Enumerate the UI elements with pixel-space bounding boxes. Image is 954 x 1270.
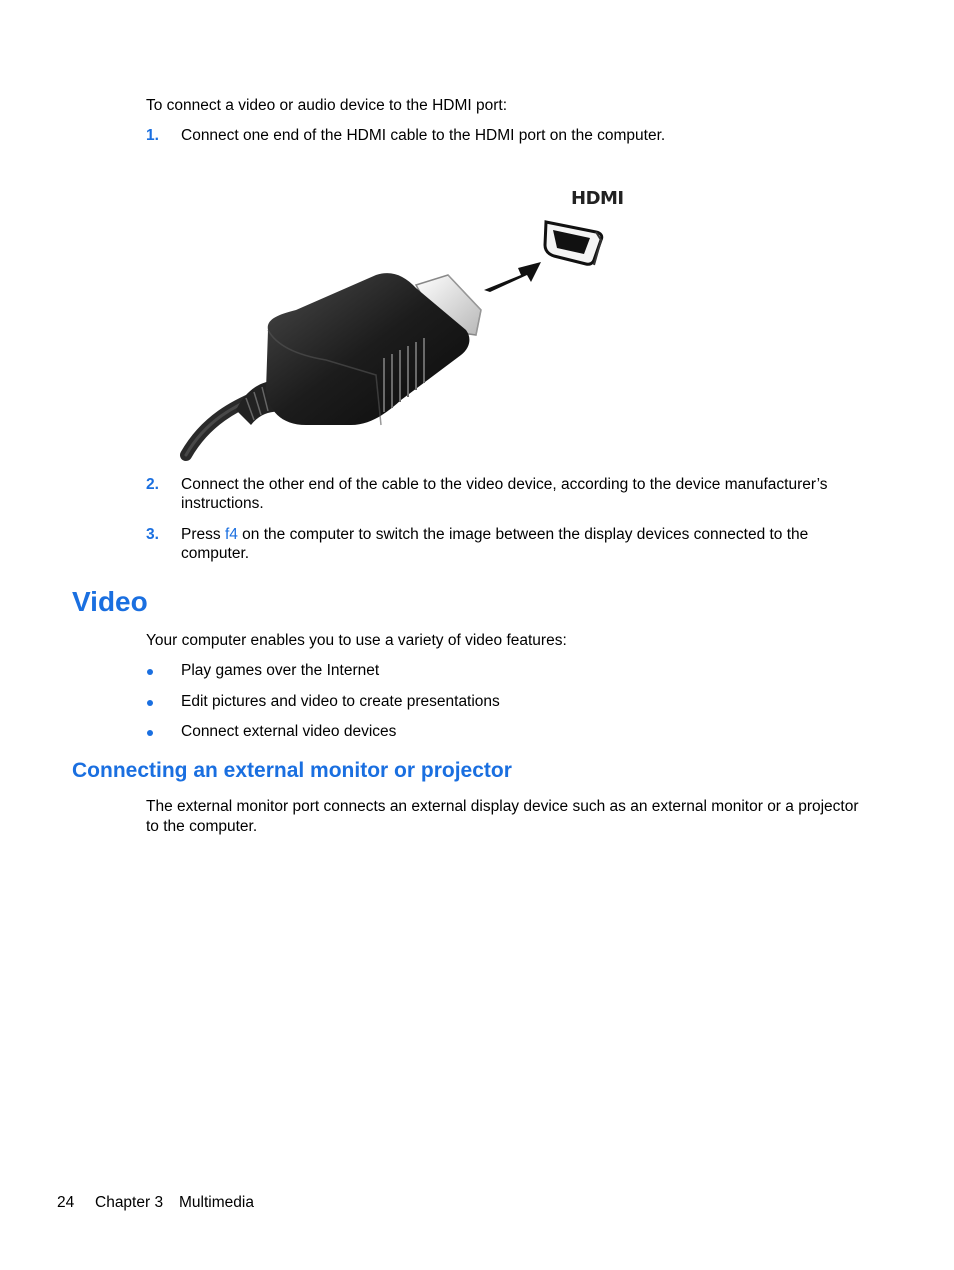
intro-text: To connect a video or audio device to the HDMI port: — [146, 97, 508, 114]
step-3-text-line2: computer. — [181, 545, 250, 562]
step-3-post: on the computer to switch the image between the display devices connected to the — [237, 526, 809, 543]
step-3-pre: Press — [181, 526, 225, 543]
footer-chapter-title: Multimedia — [179, 1194, 254, 1211]
hdmi-cable-illustration — [176, 180, 636, 465]
monitor-heading: Connecting an external monitor or projector — [72, 759, 512, 782]
step-3-number: 3. — [146, 526, 159, 543]
monitor-text-line2: to the computer. — [146, 818, 258, 835]
step-2-number: 2. — [146, 476, 159, 493]
bullet-dot — [147, 700, 153, 706]
bullet-dot — [147, 730, 153, 736]
insert-arrow-icon — [484, 262, 541, 292]
step-1-text: Connect one end of the HDMI cable to the HDMI port on the computer. — [181, 127, 666, 144]
step-2-text-line1: Connect the other end of the cable to the video device, according to the device manufacturer’s — [181, 476, 828, 493]
video-heading: Video — [72, 586, 148, 617]
step-3-text-line1 — [181, 525, 808, 545]
hdmi-port-icon — [545, 222, 602, 265]
video-intro: Your computer enables you to use a variety of video features: — [146, 632, 567, 649]
bullet-item-2: Edit pictures and video to create presentations — [181, 693, 500, 710]
bullet-dot — [147, 669, 153, 675]
step-2-text-line2: instructions. — [181, 495, 264, 512]
hdmi-figure — [176, 180, 636, 465]
bullet-item-3: Connect external video devices — [181, 723, 397, 740]
page-number: 24 — [57, 1194, 75, 1211]
footer-chapter: Chapter 3 — [95, 1194, 164, 1211]
hdmi-port-label: HDMI — [571, 188, 624, 209]
bullet-item-1: Play games over the Internet — [181, 662, 380, 679]
f4-key-label: f4 — [224, 526, 238, 543]
step-1-number: 1. — [146, 127, 159, 144]
monitor-text-line1: The external monitor port connects an external display device such as an external monitor or a projector — [146, 798, 859, 815]
